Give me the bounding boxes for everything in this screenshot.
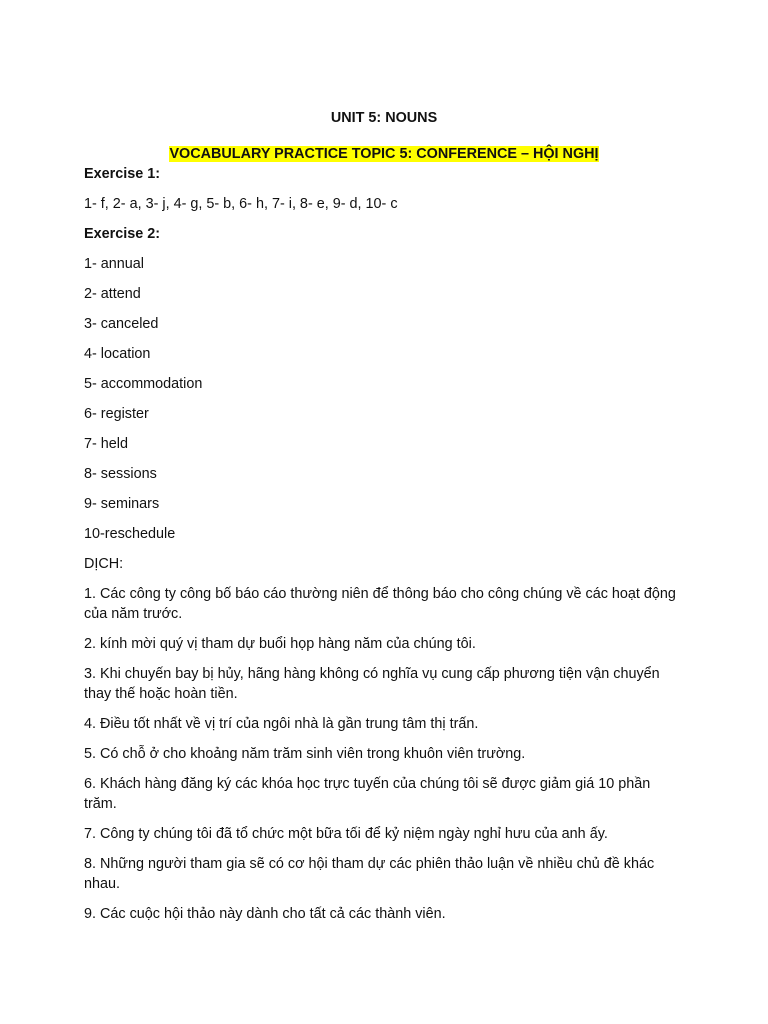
topic-subtitle-highlighted: VOCABULARY PRACTICE TOPIC 5: CONFERENCE – HỘI NGHỊ [169, 146, 599, 162]
subtitle-line [84, 144, 684, 164]
exercise2-answer: 1- annual [84, 256, 145, 272]
translation-item: 6. Khách hàng đăng ký các khóa học trực tuyến của chúng tôi sẽ được giảm giá 10 phần trăm. [84, 776, 651, 812]
exercise1-heading: Exercise 1: [84, 166, 161, 182]
exercise2-answer: 7- held [84, 436, 129, 452]
translation-item: 5. Có chỗ ở cho khoảng năm trăm sinh viên trong khuôn viên trường. [84, 746, 526, 762]
exercise2-answer: 9- seminars [84, 496, 160, 512]
exercise2-heading: Exercise 2: [84, 226, 161, 242]
exercise2-answer: 3- canceled [84, 316, 159, 332]
exercise2-answer: 4- location [84, 346, 151, 362]
translation-item: 7. Công ty chúng tôi đã tổ chức một bữa tối để kỷ niệm ngày nghỉ hưu của anh ấy. [84, 826, 608, 842]
exercise2-answer: 8- sessions [84, 466, 157, 482]
translation-item: 3. Khi chuyến bay bị hủy, hãng hàng không có nghĩa vụ cung cấp phương tiện vận chuyển thay thế hoặc hoàn tiền. [84, 666, 660, 702]
translation-item: 2. kính mời quý vị tham dự buổi họp hàng năm của chúng tôi. [84, 636, 476, 652]
exercise2-answer: 2- attend [84, 286, 141, 302]
translation-item: 8. Những người tham gia sẽ có cơ hội tham dự các phiên thảo luận về nhiều chủ đề khác nhau. [84, 856, 655, 892]
translation-heading: DỊCH: [84, 556, 124, 572]
translation-item: 9. Các cuộc hội thảo này dành cho tất cả các thành viên. [84, 906, 446, 922]
translation-item: 1. Các công ty công bố báo cáo thường niên để thông báo cho công chúng về các hoạt động của năm trước. [84, 586, 676, 622]
exercise1-answers: 1- f, 2- a, 3- j, 4- g, 5- b, 6- h, 7- i, 8- e, 9- d, 10- c [84, 196, 398, 212]
unit-title: UNIT 5: NOUNS [330, 110, 438, 126]
exercise2-answer: 6- register [84, 406, 149, 422]
exercise2-answer: 10-reschedule [84, 526, 176, 542]
document-content [84, 108, 684, 934]
translation-item: 4. Điều tốt nhất về vị trí của ngôi nhà là gần trung tâm thị trấn. [84, 716, 479, 732]
exercise2-answer: 5- accommodation [84, 376, 203, 392]
